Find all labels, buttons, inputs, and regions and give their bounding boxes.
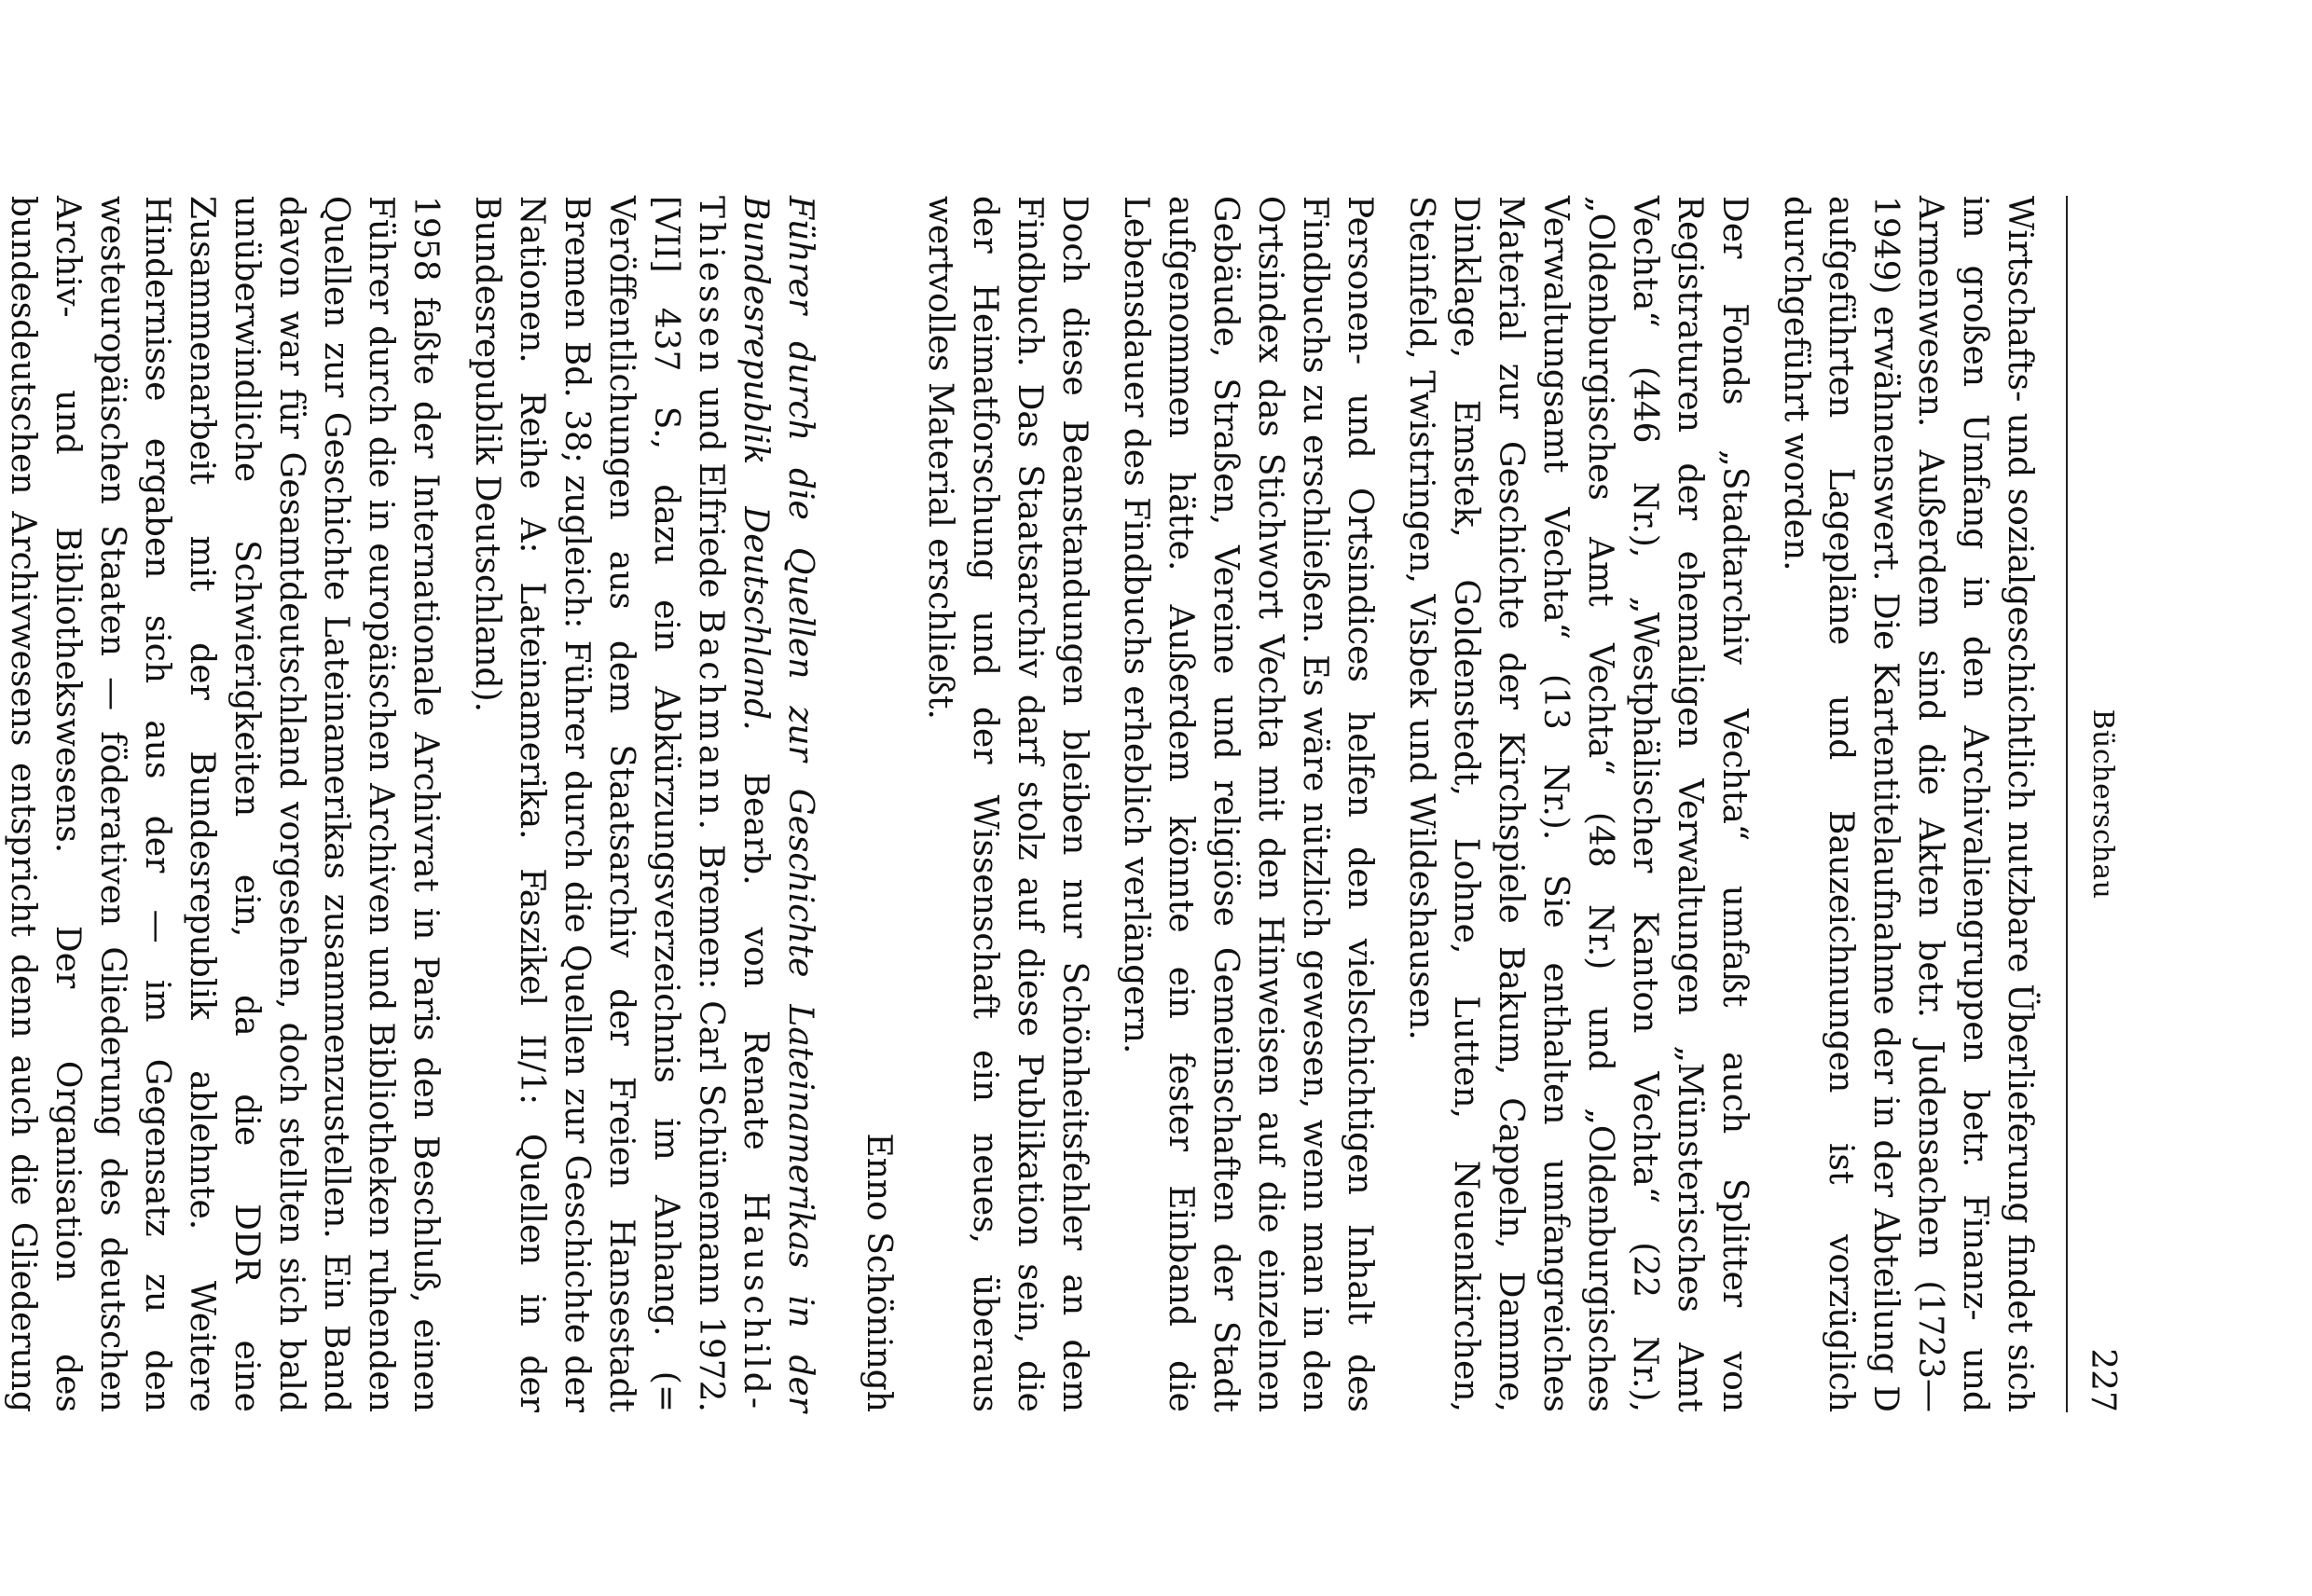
- review2-bibliography: [464, 196, 822, 1412]
- review1-paragraph-1: Wirtschafts- und sozialgeschichtlich nutzbare Überlieferung findet sich im großen Umfang in den Archivaliengruppen betr. Finanz- und Armenwesen. Außerdem sind die Akten betr. Judensachen (1723—1949) erwähnenswert. Die Kartentitelaufnahme der in der Abteilung D aufgeführten Lagepläne und Bauzeichnungen ist vorzüglich durchgeführt worden.: [1777, 196, 2039, 1412]
- review1-paragraph-4: Doch diese Beanstandungen bleiben nur Schönheitsfehler an dem Findbuch. Das Staatsarchiv darf stolz auf diese Publikation sein, die der Heimatforschung und der Wissenschaft ein neues, überaus wertvolles Material erschließt.: [921, 196, 1094, 1412]
- page-header: [2079, 196, 2126, 1412]
- review1-paragraph-3: Personen- und Ortsindices helfen den vielschichtigen Inhalt des Findbuchs zu erschließen. Es wäre nützlich gewesen, wenn man in den Ortsindex das Stichwort Vechta mit den Hinweisen auf die einzelnen Gebäude, Straßen, Vereine und religiöse Gemeinschaften der Stadt aufgenommen hätte. Außerdem könnte ein fester Einband die Lebensdauer des Findbuchs erheblich verlängern.: [1117, 196, 1379, 1412]
- bib-editor-2: Bachmann.: [692, 609, 730, 834]
- review1-paragraph-2: Der Fonds „Stadtarchiv Vechta“ umfaßt auch Splitter von Registraturen der ehemaligen Verwaltungen „Münsterisches Amt Vechta“ (446 Nr.), „Westphälischer Kanton Vechta“ (22 Nr.), „Oldenburgisches Amt Vechta“ (48 Nr.) und „Oldenburgisches Verwaltungsamt Vechta“ (13 Nr.). Sie enthalten umfangreiches Material zur Geschichte der Kirchspiele Bakum, Cappeln, Damme, Dinklage, Emstek, Goldenstedt, Lohne, Lutten, Neuenkirchen, Steinfeld, Twistringen, Visbek und Wildeshausen.: [1402, 196, 1754, 1412]
- header-rule: [2066, 196, 2068, 1412]
- page-body: [0, 196, 2042, 1412]
- bib-rest: Bremen: Carl Schünemann 1972. [VII] 437 S., dazu ein Abkürzungsverzeichnis im Anhang. (= Veröffentlichungen aus dem Staatsarchiv der Freien Hansestadt Bremen Bd. 38; zugleich: Führer durch die Quellen zur Geschichte der Nationen. Reihe A: Lateinamerika. Faszikel II/1: Quellen in der Bundesrepublik Deutschland).: [468, 196, 730, 1413]
- bib-bearb: Bearb. von Renate: [736, 772, 775, 1150]
- bib-und: und Elfriede: [692, 387, 730, 598]
- rotated-page: [4, 196, 2126, 1413]
- running-title: Bücherschau: [2086, 709, 2119, 900]
- review1-author: Enno Schöningh: [860, 1133, 898, 1412]
- bib-editor-1: Hauschild-Thiessen: [692, 196, 775, 1412]
- page-number: 227: [2084, 1348, 2122, 1412]
- bib-title: Führer durch die Quellen zur Geschichte Lateinamerikas in der Bundesrepublik Deutschland.: [736, 196, 819, 1412]
- review2-paragraph-1: 1958 faßte der Internationale Archivrat in Paris den Beschluß, einen Führer durch die in europäischen Archiven und Bibliotheken ruhenden Quellen zur Geschichte Lateinamerikas zusammenzustellen. Ein Band davon war für Gesamtdeutschland vorgesehen, doch stellten sich bald unüberwindliche Schwierigkeiten ein, da die DDR eine Zusammenarbeit mit der Bundesrepublik ablehnte. Weitere Hindernisse ergaben sich aus der — im Gegensatz zu den westeuropäischen Staaten — föderativen Gliederung des deutschen Archiv- und Bibliothekswesens. Der Organisation des bundesdeutschen Archivwesens entspricht denn auch die Gliederung: [4, 196, 445, 1412]
